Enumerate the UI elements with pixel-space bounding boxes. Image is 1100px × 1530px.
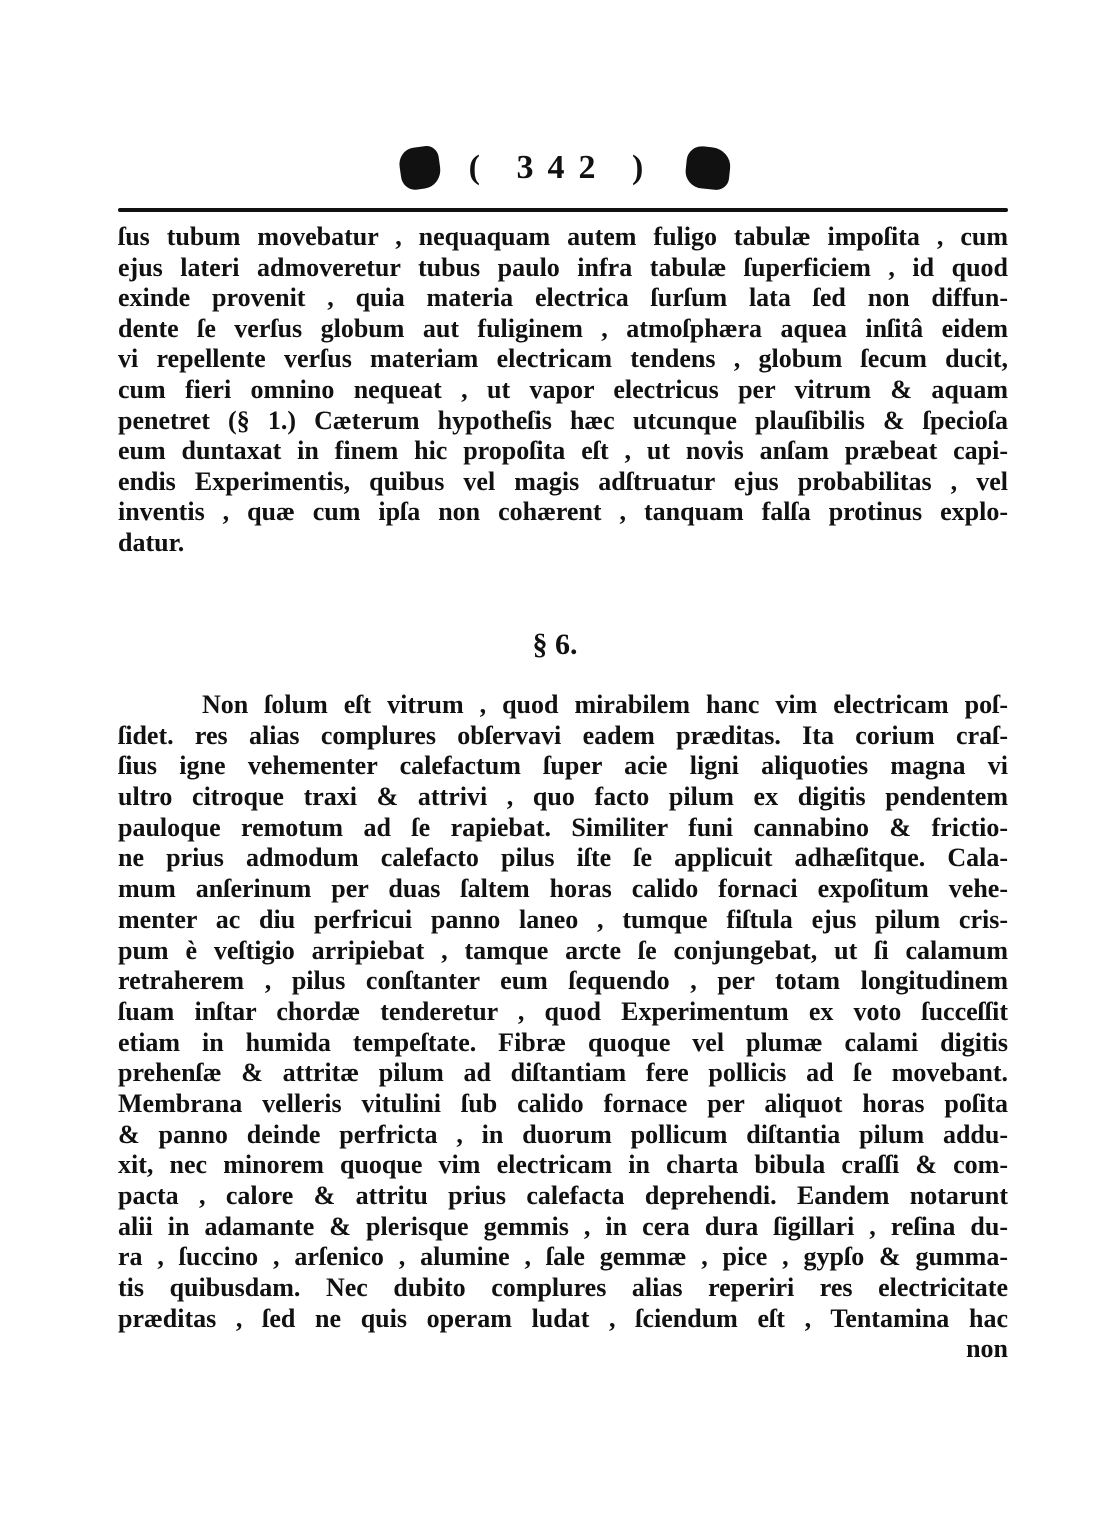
text-line: etiam in humida tempeſtate. Fibræ quoque vel plumæ calami digitis	[118, 1027, 1008, 1057]
text-line: ultro citroque traxi & attrivi , quo facto pilum ex digitis pendentem	[118, 782, 1008, 812]
text-line: ra , ſuccino , arſenico , alumine , ſale gemmæ , pice , gypſo & gumma-	[118, 1242, 1008, 1272]
text-line: exinde provenit , quia materia electrica ſurſum lata ſed non diffun-	[118, 283, 1008, 313]
text-line: & panno deinde perfricta , in duorum pollicum diſtantia pilum addu-	[118, 1119, 1008, 1149]
text-line: eum duntaxat in finem hic propoſita eſt , ut novis anſam præbeat capi-	[118, 436, 1008, 466]
continued-paragraph	[118, 222, 1008, 559]
section-heading: § 6.	[532, 628, 578, 661]
ornament-right-icon	[684, 145, 732, 191]
page-header	[400, 138, 730, 198]
text-line: endis Experimentis, quibus vel magis adſtruatur ejus probabilitas , vel	[118, 466, 1008, 496]
text-line: datur.	[118, 527, 185, 557]
text-line: mum anſerinum per duas ſaltem horas calido fornaci expoſitum vehe-	[118, 874, 1008, 904]
text-line: pum è veſtigio arripiebat , tamque arcte ſe conjungebat, ut ſi calamum	[118, 935, 1008, 965]
text-line: penetret (§ 1.) Cæterum hypotheſis hæc utcunque plauſibilis & ſpecioſa	[118, 405, 1008, 435]
text-line: ſius igne vehementer calefactum ſuper acie ligni aliquoties magna vi	[118, 751, 1008, 781]
text-line: ſuam inſtar chordæ tenderetur , quod Experimentum ex voto ſucceſſit	[118, 996, 1008, 1026]
page-number: ( 342 )	[468, 149, 658, 186]
text-line: dente ſe verſus globum aut fuliginem , atmoſphæra aquea inſitâ eidem	[118, 313, 1008, 343]
text-line: ne prius admodum calefacto pilus iſte ſe applicuit adhæſitque. Cala-	[118, 843, 1008, 873]
text-line: ejus lateri admoveretur tubus paulo infra tabulæ ſuperficiem , id quod	[118, 252, 1008, 282]
text-line: retraherem , pilus conſtanter eum ſequendo , per totam longitudinem	[118, 966, 1008, 996]
text-line: cum fieri omnino nequeat , ut vapor electricus per vitrum & aquam	[118, 374, 1008, 404]
text-line: pauloque remotum ad ſe rapiebat. Similiter funi cannabino & frictio-	[118, 812, 1008, 842]
text-line: Membrana velleris vitulini ſub calido fornace per aliquot horas poſita	[118, 1088, 1008, 1118]
text-line: pacta , calore & attritu prius calefacta deprehendi. Eandem notarunt	[118, 1181, 1008, 1210]
text-line: menter ac diu perfricui panno laneo , tumque fiſtula ejus pilum cris-	[118, 904, 1008, 934]
text-line: prehenſæ & attritæ pilum ad diſtantiam fere pollicis ad ſe movebant.	[118, 1058, 1008, 1088]
text-line: ſidet. res alias complures obſervavi eadem præditas. Ita corium craſ-	[118, 720, 1008, 750]
catchword: non	[966, 1334, 1008, 1364]
text-line: tis quibusdam. Nec dubito complures alias reperiri res electricitate	[118, 1273, 1008, 1303]
main-paragraph	[118, 690, 1008, 1365]
text-line: alii in adamante & plerisque gemmis , in cera dura ſigillari , reſina du-	[118, 1211, 1008, 1241]
text-line: ſus tubum movebatur , nequaquam autem fuligo tabulæ impoſita , cum	[118, 222, 1008, 251]
text-line: Non ſolum eſt vitrum , quod mirabilem hanc vim electricam poſ-	[202, 690, 1008, 719]
header-rule	[118, 208, 1008, 212]
text-line: inventis , quæ cum ipſa non cohærent , tanquam falſa protinus explo-	[118, 497, 1008, 527]
text-line: præditas , ſed ne quis operam ludat , ſciendum eſt , Tentamina hac	[118, 1303, 1008, 1333]
text-line: vi repellente verſus materiam electricam tendens , globum ſecum ducit,	[118, 344, 1008, 374]
ornament-left-icon	[397, 144, 442, 191]
text-line: xit, nec minorem quoque vim electricam in charta bibula craſſi & com-	[118, 1150, 1008, 1180]
